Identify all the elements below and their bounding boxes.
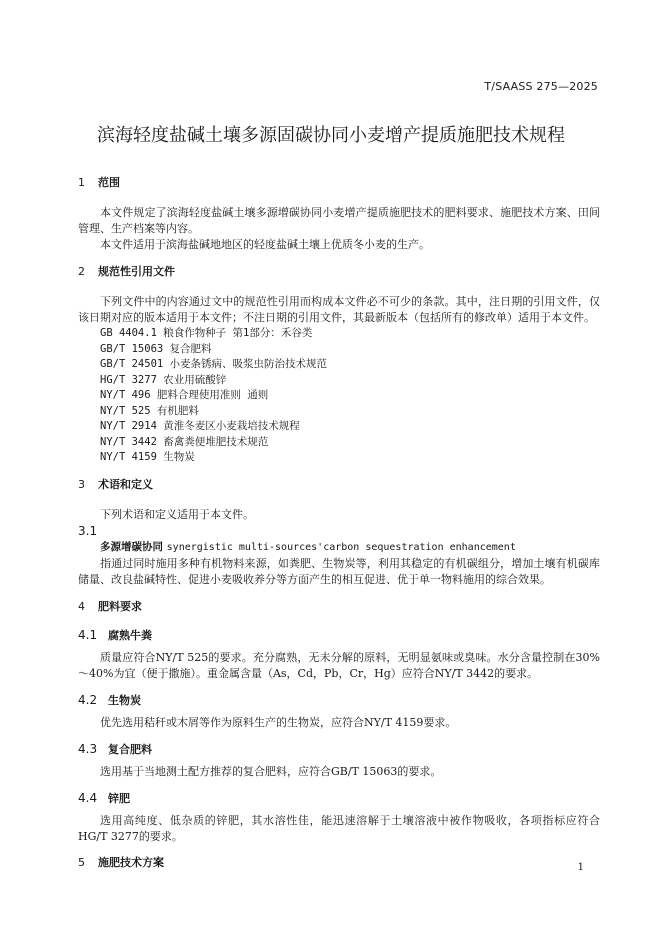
section-1-paragraph-2: 本文件适用于滨海盐碱地地区的轻度盐碱土壤上优质冬小麦的生产。: [100, 238, 430, 251]
section-title: 肥料要求: [98, 599, 142, 613]
subsection-4-2-heading: [78, 692, 600, 709]
standard-number: T/SAASS 275—2025: [484, 80, 598, 93]
section-title: 术语和定义: [98, 477, 153, 491]
section-title: 范围: [98, 176, 120, 189]
section-2-intro: 下列文件中的内容通过文中的规范性引用而构成本文件必不可少的条款。其中，注日期的引用文件，仅该日期对应的版本适用于本文件；不注日期的引用文件，其最新版本（包括所有的修改单）适用于本文件。: [78, 295, 600, 324]
section-number: 3: [78, 477, 85, 491]
subsection-4-1-text: 质量应符合NY/T 525的要求。充分腐熟，无未分解的原料，无明显氨味或臭味。水分含量控制在30%～40%为宜（便于撒施）。重金属含量（As，Cd，Pb，Cr，Hg）应符合NY/T 3442的要求。: [78, 650, 600, 680]
subsection-4-3-heading: [78, 741, 600, 758]
subsection-number: 4.2: [78, 692, 98, 707]
page-number: 1: [577, 862, 584, 873]
term-chinese: 多源增碳协同: [100, 540, 163, 553]
subsection-4-2-text: 优先选用秸秆或木屑等作为原料生产的生物炭，应符合NY/T 4159要求。: [100, 715, 457, 729]
reference-item: GB/T 15063 复合肥料: [100, 342, 212, 355]
reference-item: GB 4404.1 粮食作物种子 第1部分：禾谷类: [100, 327, 313, 339]
reference-item: GB/T 24501 小麦条锈病、吸浆虫防治技术规范: [100, 358, 328, 370]
section-number: 2: [78, 265, 85, 278]
subsection-title: 生物炭: [108, 693, 141, 707]
section-1-heading: [78, 175, 600, 191]
subsection-number: 4.1: [78, 627, 98, 642]
subsection-title: 腐熟牛粪: [108, 628, 152, 642]
subsection-number: 4.4: [78, 790, 98, 805]
section-number: 1: [78, 176, 85, 189]
reference-item: NY/T 496 肥料合理使用准则 通则: [100, 389, 269, 401]
term-name: [78, 539, 600, 556]
term-number: 3.1: [78, 523, 98, 538]
section-4-heading: [78, 599, 600, 615]
subsection-4-4-text: 选用高纯度、低杂质的锌肥，其水溶性佳，能迅速溶解于土壤溶液中被作物吸收，各项指标应符合HG/T 3277的要求。: [78, 813, 600, 843]
section-3-intro: 下列术语和定义适用于本文件。: [100, 507, 254, 521]
reference-item: NY/T 525 有机肥料: [100, 404, 199, 417]
subsection-4-3-text: 选用基于当地测土配方推荐的复合肥料，应符合GB/T 15063的要求。: [100, 764, 442, 778]
section-number: 4: [78, 599, 85, 613]
reference-list: [78, 326, 600, 466]
section-number: 5: [78, 855, 85, 869]
term-english: synergistic multi-sources'carbon sequestration enhancement: [166, 541, 516, 553]
section-3-heading: [78, 477, 600, 493]
section-5-heading: [78, 855, 600, 871]
subsection-title: 锌肥: [108, 791, 130, 805]
subsection-title: 复合肥料: [108, 742, 152, 756]
reference-item: NY/T 4159 生物炭: [100, 451, 195, 463]
subsection-4-1-heading: [78, 627, 600, 644]
section-title: 规范性引用文件: [98, 265, 175, 278]
reference-item: NY/T 3442 畜禽粪便堆肥技术规范: [100, 435, 269, 448]
section-1-paragraph-1: 本文件规定了滨海轻度盐碱土壤多源增碳协同小麦增产提质施肥技术的肥料要求、施肥技术方案、田间管理、生产档案等内容。: [78, 206, 600, 235]
document-body: [78, 175, 600, 871]
section-title: 施肥技术方案: [98, 855, 164, 869]
reference-item: NY/T 2914 黄淮冬麦区小麦栽培技术规程: [100, 420, 300, 432]
subsection-number: 4.3: [78, 741, 98, 756]
document-title: 滨海轻度盐碱土壤多源固碳协同小麦增产提质施肥技术规程: [97, 125, 565, 146]
subsection-4-4-heading: [78, 790, 600, 807]
section-2-heading: [78, 264, 600, 280]
reference-item: HG/T 3277 农业用硫酸锌: [100, 373, 227, 386]
term-definition: 指通过同时施用多种有机物料来源，如粪肥、生物炭等，利用其稳定的有机碳组分，增加土壤有机碳库储量、改良盐碱特性、促进小麦吸收养分等方面产生的相互促进、优于单一物料施用的综合效果。: [78, 556, 600, 586]
